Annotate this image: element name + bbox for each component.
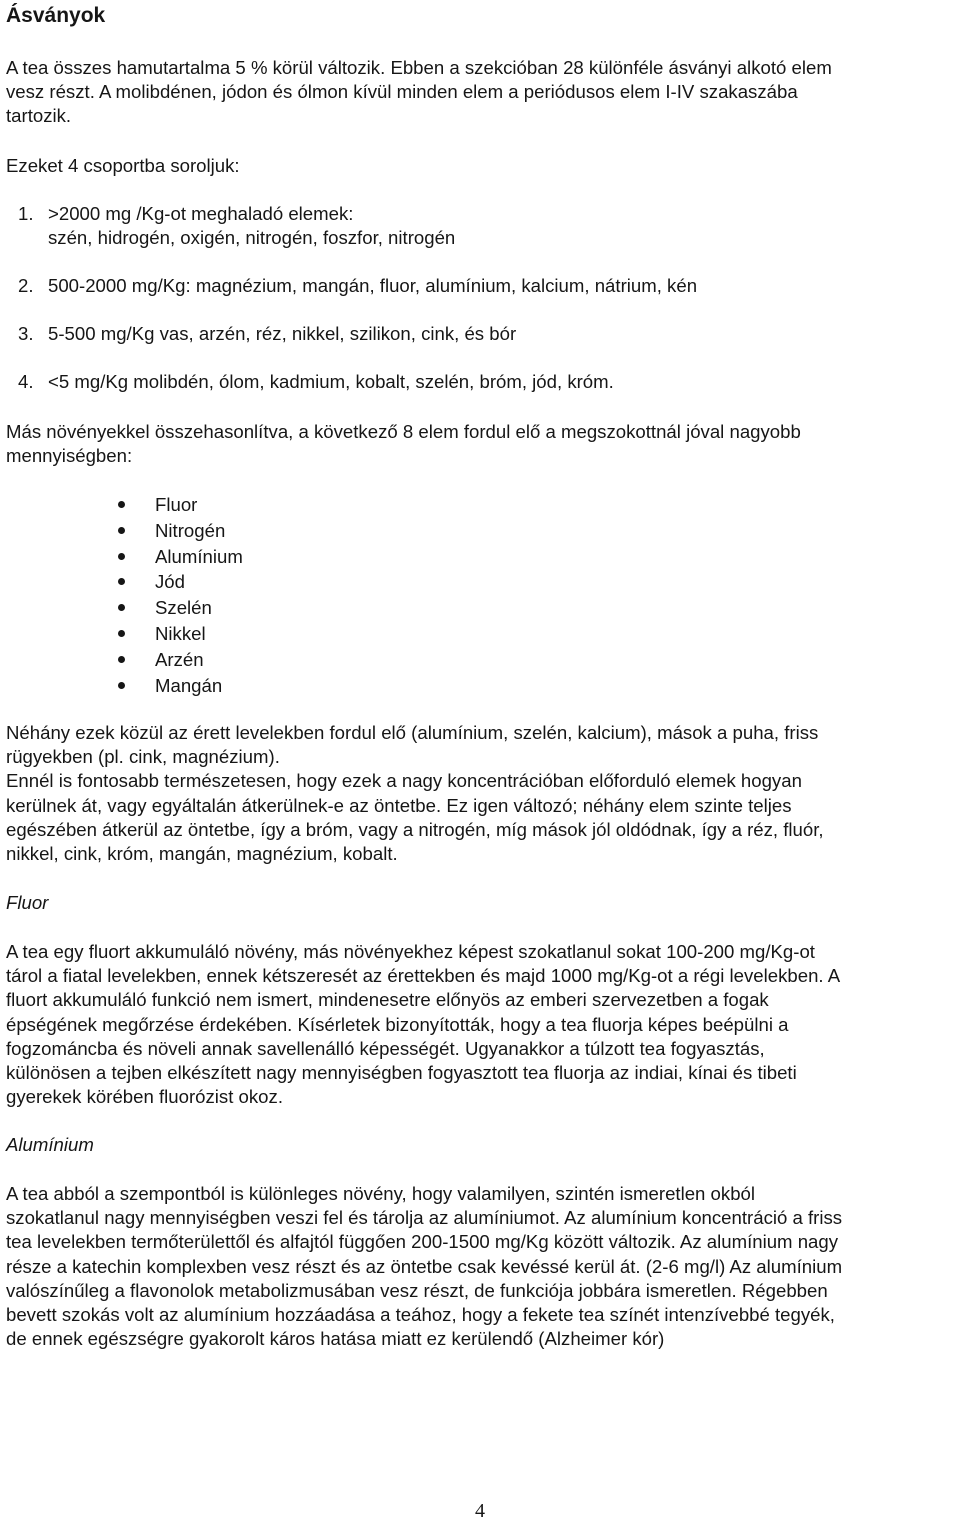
text-line: szén, hidrogén, oxigén, nitrogén, foszfor, nitrogén	[48, 227, 456, 249]
text-line: A tea abból a szempontból is különleges növény, hogy valamilyen, szintén ismeretlen okból	[6, 1183, 756, 1204]
text-line: vesz részt. A molibdénen, jódon és ólmon kívül minden elem a periódusos elem I-IV szakaszába	[6, 81, 798, 103]
text-line: Más növényekkel összehasonlítva, a következő 8 elem fordul elő a megszokottnál jóval nagyobb	[6, 421, 801, 442]
aluminium-paragraph	[6, 1182, 956, 1351]
bullet-icon	[118, 553, 125, 560]
comparison-paragraph	[6, 420, 956, 468]
text-line: nikkel, cink, króm, mangán, magnézium, kobalt.	[6, 843, 398, 865]
list-item: Szelén	[118, 595, 518, 621]
text-line: szokatlanul nagy mennyiségben veszi fel és tárolja az alumíniumot. Az alumínium koncentráció a friss	[6, 1207, 843, 1229]
section-heading-fluor: Fluor	[6, 892, 49, 913]
text-line: bevett szokás volt az alumínium hozzáadása a teához, hogy a fekete tea színét intenzívebbé tegyék,	[6, 1304, 835, 1326]
text-line: 500-2000 mg/Kg: magnézium, mangán, fluor, alumínium, kalcium, nátrium, kén	[48, 275, 698, 296]
page-number: 4	[475, 1500, 485, 1522]
list-item: Fluor	[118, 492, 518, 518]
text-line: fluort akkumuláló funkció nem ismert, mindenesetre előnyös az emberi szervezetben a fogak	[6, 989, 769, 1011]
fluor-paragraph	[6, 940, 956, 1109]
text-line: <5 mg/Kg molibdén, ólom, kadmium, kobalt, szelén, bróm, jód, króm.	[48, 371, 614, 392]
text-line: Ennél is fontosabb természetesen, hogy ezek a nagy koncentrációban előforduló elemek hogyan	[6, 770, 802, 792]
list-item	[18, 202, 928, 250]
list-item	[18, 274, 928, 298]
text-line: Néhány ezek közül az érett levelekben fordul elő (alumínium, szelén, kalcium), mások a puha, friss	[6, 722, 819, 743]
distribution-paragraph	[6, 721, 956, 866]
text-line: >2000 mg /Kg-ot meghaladó elemek:	[48, 203, 354, 224]
text-line: fogzománcba és növeli annak savellenálló képességét. Ugyanakkor a túlzott tea fogyasztás,	[6, 1037, 765, 1059]
bullet-icon	[118, 656, 125, 663]
text-line: különösen a tejben elkészített nagy mennyiségben fogyasztott tea fluorja az indiai, kínai és tibeti	[6, 1062, 797, 1084]
list-item	[18, 322, 928, 346]
elements-list	[118, 492, 518, 698]
text-line: része a katechin komplexben vesz részt és az öntetbe csak kevéssé kerül át. (2-6 mg/l) Az alumínium	[6, 1255, 843, 1277]
text-line: tea levelekben termőterülettől és alfajtól függően 200-1500 mg/Kg között változik. Az alumínium nagy	[6, 1231, 839, 1253]
list-number: 2.	[18, 275, 34, 296]
text-line: de ennek egészségre gyakorolt káros hatása miatt ez kerülendő (Alzheimer kór)	[6, 1328, 665, 1350]
bullet-icon	[118, 604, 125, 611]
text-line: rügyekben (pl. cink, magnézium).	[6, 746, 280, 768]
bullet-icon	[118, 527, 125, 534]
text-line: kerülnek át, vagy egyáltalán átkerülnek-e az öntetbe. Ez igen változó; néhány elem szinte teljes	[6, 794, 792, 816]
text-line: épségének megőrzése érdekében. Kísérletek bizonyították, hogy a tea fluorja képes beépülni a	[6, 1013, 789, 1035]
bullet-icon	[118, 630, 125, 637]
list-number: 3.	[18, 323, 34, 344]
bullet-icon	[118, 501, 125, 508]
text-line: tartozik.	[6, 105, 72, 127]
intro-paragraph	[6, 56, 956, 129]
list-number: 1.	[18, 203, 34, 224]
list-item: Jód	[118, 569, 518, 595]
list-number: 4.	[18, 371, 34, 392]
text-line: tárol a fiatal levelekben, ennek kétszeresét az érettekben és majd 1000 mg/Kg-ot a régi levelekben. A	[6, 965, 841, 987]
bullet-icon	[118, 682, 125, 689]
groups-intro: Ezeket 4 csoportba soroljuk:	[6, 155, 240, 176]
page-title: Ásványok	[6, 4, 106, 27]
text-line: 5-500 mg/Kg vas, arzén, réz, nikkel, szilikon, cink, és bór	[48, 323, 517, 344]
text-line: egészében átkerül az öntetbe, így a bróm, vagy a nitrogén, míg mások jól oldódnak, így a réz, fluór,	[6, 818, 824, 840]
bullet-icon	[118, 578, 125, 585]
list-item: Nitrogén	[118, 518, 518, 544]
list-item	[18, 370, 928, 394]
text-line: mennyiségben:	[6, 445, 133, 467]
section-heading-aluminium: Alumínium	[6, 1134, 94, 1155]
text-line: A tea összes hamutartalma 5 % körül változik. Ebben a szekcióban 28 különféle ásványi alkotó elem	[6, 57, 832, 78]
list-item: Alumínium	[118, 544, 518, 570]
text-line: A tea egy fluort akkumuláló növény, más növényekhez képest szokatlanul sokat 100-200 mg/Kg-ot	[6, 941, 815, 962]
list-item: Nikkel	[118, 621, 518, 647]
list-item: Mangán	[118, 673, 518, 699]
text-line: gyerekek körében fluorózist okoz.	[6, 1086, 283, 1108]
text-line: valószínűleg a flavonolok metabolizmusában vesz részt, de funkciója jobbára ismeretlen. Régebben	[6, 1279, 828, 1301]
list-item: Arzén	[118, 647, 518, 673]
